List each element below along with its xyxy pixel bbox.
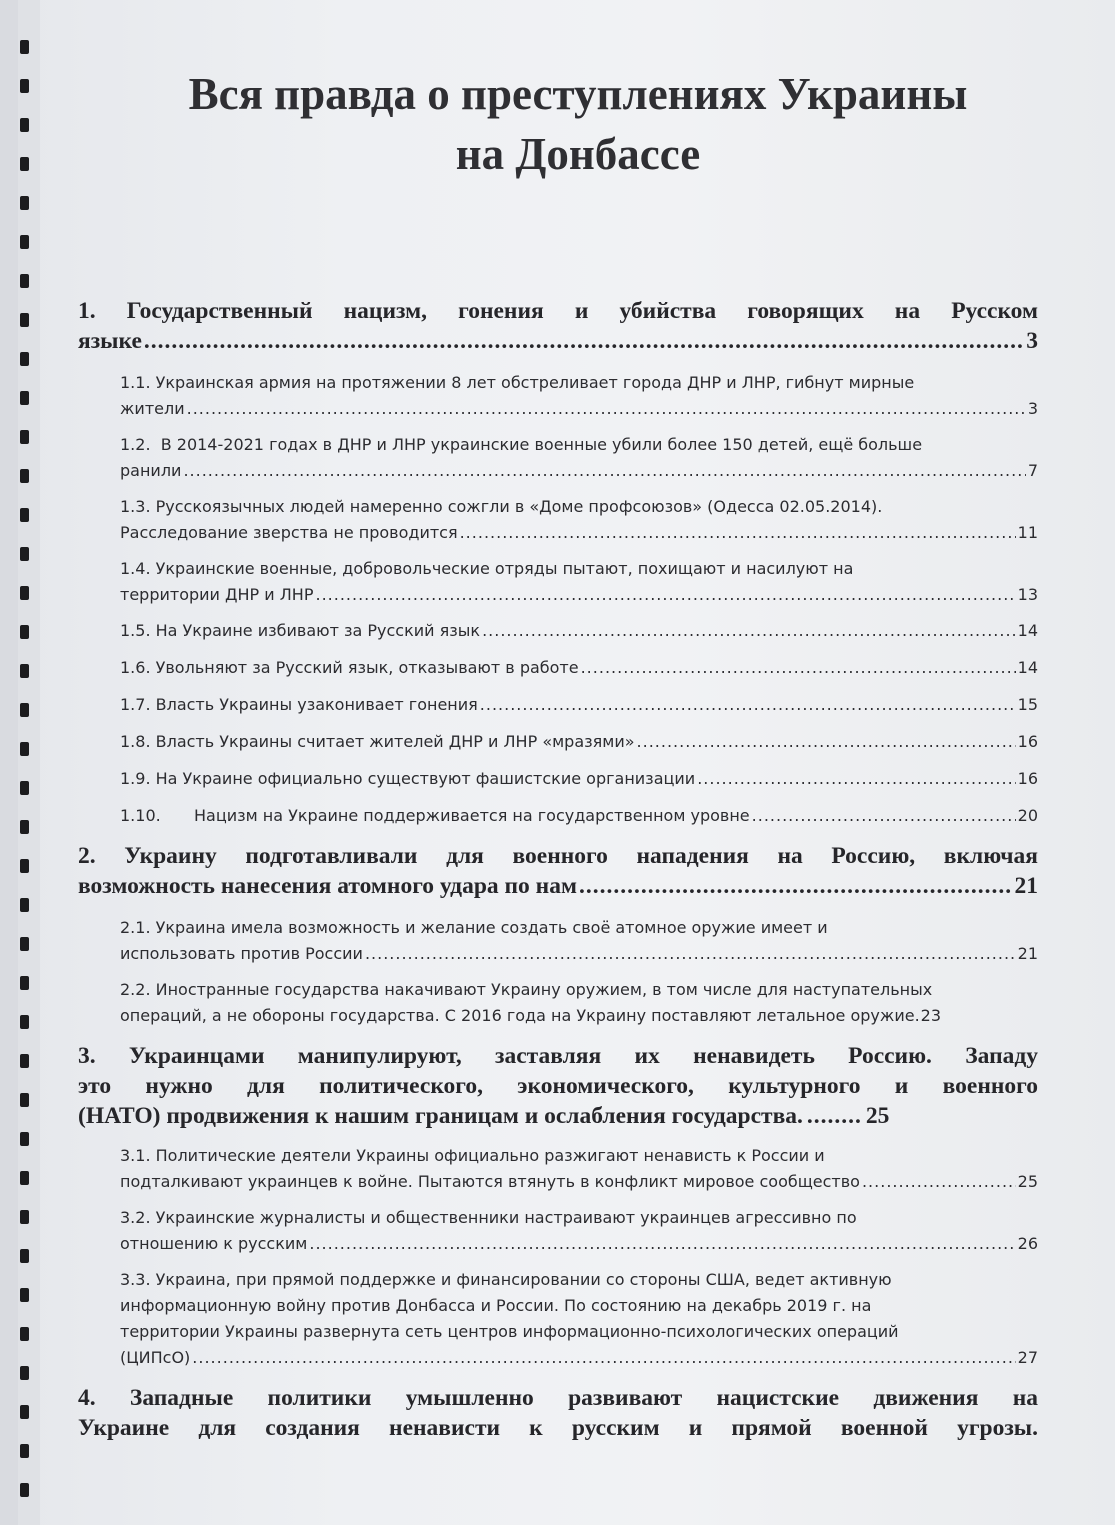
binding-ring	[20, 118, 29, 132]
binding-ring	[20, 508, 29, 522]
item-title: Увольняют за Русский язык, отказывают в работе	[155, 658, 579, 677]
binding-ring	[20, 1171, 29, 1185]
binding-ring	[20, 664, 29, 678]
binding-ring	[20, 859, 29, 873]
dot-leader	[192, 1345, 1015, 1371]
item-page-number: 16	[1017, 769, 1038, 788]
section-number: 2.	[78, 843, 96, 869]
item-title-line-1: В 2014-2021 годах в ДНР и ЛНР украинские военные убили более 150 детей, ещё больше	[160, 435, 923, 454]
toc-section-4[interactable]	[78, 1383, 1038, 1443]
binding-ring	[20, 430, 29, 444]
binding-ring	[20, 1132, 29, 1146]
binding-ring	[20, 79, 29, 93]
item-number: 2.2.	[120, 980, 151, 999]
binding-ring	[20, 781, 29, 795]
item-number: 1.8.	[120, 732, 151, 751]
item-number: 1.3.	[120, 497, 151, 516]
item-title-line-1: Украинские журналисты и общественники настраивают украинцев агрессивно по	[155, 1208, 857, 1227]
dot-leader	[637, 729, 1016, 755]
toc-item-2-2[interactable]: 2.2. Иностранные государства накачивают Украину оружием, в том числе для наступательных операций, а не обороны государства. С 2016 года на Украину поставляют летальное оружие . 23	[78, 977, 1038, 1029]
binding-ring	[20, 469, 29, 483]
item-number: 3.1.	[120, 1146, 151, 1165]
toc-item-1-8[interactable]	[78, 729, 1038, 755]
dot-leader	[482, 618, 1016, 644]
item-number: 3.2.	[120, 1208, 151, 1227]
item-number: 1.7.	[120, 695, 151, 714]
binding-ring	[20, 1405, 29, 1419]
binding-ring	[20, 1327, 29, 1341]
toc-item-1-7[interactable]	[78, 692, 1038, 718]
dot-leader	[365, 941, 1016, 967]
item-page-number: 7	[1027, 461, 1038, 480]
binding-ring	[20, 1054, 29, 1068]
binding-ring	[20, 235, 29, 249]
binding-ring	[20, 391, 29, 405]
binding-ring	[20, 1015, 29, 1029]
binding-ring	[20, 625, 29, 639]
binding-ring	[20, 1366, 29, 1380]
binding-ring	[20, 1444, 29, 1458]
toc-item-3-1[interactable]	[78, 1143, 1038, 1195]
binding-ring	[20, 820, 29, 834]
dot-leader	[862, 1169, 1016, 1195]
item-number: 1.6.	[120, 658, 151, 677]
toc-item-2-1[interactable]	[78, 915, 1038, 967]
item-page-number: 14	[1017, 658, 1038, 677]
toc-section-1[interactable]	[78, 296, 1038, 356]
item-title-line-4: (ЦИПсО)	[120, 1348, 191, 1367]
dot-leader	[315, 582, 1015, 608]
toc-item-1-5[interactable]	[78, 618, 1038, 644]
item-title-line-1: Украинские военные, добровольческие отряды пытают, похищают и насилуют на	[155, 559, 854, 578]
binding-ring	[20, 313, 29, 327]
item-page-number: 14	[1017, 621, 1038, 640]
binding-ring	[20, 157, 29, 171]
item-title-line-1: Украина, при прямой поддержке и финансировании со стороны США, ведет активную	[155, 1270, 892, 1289]
section-title-line-1: Украинцами манипулируют, заставляя их ненавидеть Россию. Западу	[128, 1043, 1038, 1069]
section-page-number: 21	[1014, 873, 1038, 899]
item-title-line-1: Политические деятели Украины официально разжигают ненависть к России и	[155, 1146, 825, 1165]
section-title-line-1: Государственный нацизм, гонения и убийства говорящих на Русском	[126, 298, 1038, 324]
binding-ring	[20, 352, 29, 366]
item-page-number: 21	[1017, 944, 1038, 963]
binding-ring	[20, 898, 29, 912]
item-page-number: 25	[1017, 1172, 1038, 1191]
dot-leader	[752, 803, 1016, 829]
dot-leader	[144, 326, 1024, 356]
item-title-line-2: ранили	[120, 461, 182, 480]
item-title: Власть Украины считает жителей ДНР и ЛНР «мразями»	[155, 732, 635, 751]
dot-leader	[183, 458, 1025, 484]
document-title	[78, 64, 1078, 184]
item-page-number: 11	[1017, 523, 1038, 542]
toc-item-3-3[interactable]	[78, 1267, 1038, 1371]
item-title: Нацизм на Украине поддерживается на государственном уровне	[194, 806, 750, 825]
table-of-contents	[78, 296, 1038, 1443]
binding-ring	[20, 976, 29, 990]
item-number: 2.1.	[120, 918, 151, 937]
binding-ring	[20, 586, 29, 600]
toc-section-2[interactable]	[78, 841, 1038, 901]
item-number: 1.1.	[120, 373, 151, 392]
item-title-line-3: территории Украины развернута сеть центров информационно-психологических операций	[120, 1322, 899, 1341]
item-page-number: 3	[1027, 399, 1038, 418]
dot-leader	[309, 1231, 1015, 1257]
item-page-number: 13	[1017, 585, 1038, 604]
item-title: На Украине официально существуют фашистские организации	[155, 769, 696, 788]
item-page-number: 27	[1017, 1348, 1038, 1367]
dot-leader	[579, 871, 1013, 901]
binding-ring	[20, 1210, 29, 1224]
section-title-line-1: Западные политики умышленно развивают нацистские движения на	[129, 1385, 1038, 1411]
toc-item-1-9[interactable]	[78, 766, 1038, 792]
item-number: 1.10.	[120, 806, 161, 825]
toc-item-1-1[interactable]	[78, 370, 1038, 422]
dot-leader	[697, 766, 1015, 792]
item-number: 1.2.	[120, 435, 151, 454]
section-page-number: 3	[1026, 328, 1038, 354]
binding-ring	[20, 196, 29, 210]
binding-ring	[20, 274, 29, 288]
binding-ring	[20, 703, 29, 717]
section-number: 3.	[78, 1043, 96, 1069]
binding-ring	[20, 1288, 29, 1302]
binding-ring	[20, 1483, 29, 1497]
item-title-line-2: территории ДНР и ЛНР	[120, 585, 314, 604]
item-number: 1.4.	[120, 559, 151, 578]
binding-ring	[20, 937, 29, 951]
item-number: 3.3.	[120, 1270, 151, 1289]
section-title-line-3: (НАТО) продвижения к нашим границам и ослабления государства.	[78, 1103, 803, 1129]
item-title-line-1: Русскоязычных людей намеренно сожгли в «Доме профсоюзов» (Одесса 02.05.2014).	[155, 497, 883, 516]
item-page-number: 20	[1017, 806, 1038, 825]
item-title-line-2: отношению к русским	[120, 1234, 308, 1253]
section-page-number: 25	[865, 1103, 890, 1129]
binding-ring	[20, 40, 29, 54]
dot-leader	[187, 396, 1026, 422]
item-title-line-2: информационную войну против Донбасса и России. По состоянию на декабрь 2019 г. на	[120, 1296, 872, 1315]
binding-ring	[20, 742, 29, 756]
dot-leader	[480, 692, 1016, 718]
title-line-2: на Донбассе	[455, 129, 701, 179]
section-number: 4.	[78, 1385, 96, 1411]
item-title-line-1: Иностранные государства накачивают Украину оружием, в том числе для наступательных	[155, 980, 933, 999]
binding-ring	[20, 547, 29, 561]
dot-leader	[460, 520, 1016, 546]
item-number: 1.9.	[120, 769, 151, 788]
section-title-line-2: Украине для создания ненависти к русским и прямой военной угрозы.	[78, 1415, 1038, 1441]
item-page-number: 16	[1017, 732, 1038, 751]
toc-item-1-10[interactable]	[78, 803, 1038, 829]
toc-item-1-6[interactable]	[78, 655, 1038, 681]
item-title-line-2: использовать против России	[120, 944, 363, 963]
binding-ring	[20, 1249, 29, 1263]
toc-item-3-2[interactable]	[78, 1205, 1038, 1257]
item-number: 1.5.	[120, 621, 151, 640]
toc-item-1-3[interactable]	[78, 494, 1038, 546]
binding-ring	[20, 1093, 29, 1107]
section-title-line-1: Украину подготавливали для военного нападения на Россию, включая	[124, 843, 1038, 869]
dot-leader	[581, 655, 1016, 681]
document-page	[18, 0, 1115, 1525]
item-title-line-1: Украина имела возможность и желание создать своё атомное оружие имеет и	[155, 918, 828, 937]
item-title-line-2: Расследование зверства не проводится	[120, 523, 458, 542]
item-title: На Украине избивают за Русский язык	[155, 621, 481, 640]
item-title-line-2: жители	[120, 399, 185, 418]
item-page-number: 15	[1017, 695, 1038, 714]
item-page-number: 26	[1017, 1234, 1038, 1253]
section-title-line-2: возможность нанесения атомного удара по нам	[78, 873, 577, 899]
title-line-1: Вся правда о преступлениях Украины	[188, 69, 968, 119]
toc-item-1-2[interactable]	[78, 432, 1038, 484]
item-title-line-1: Украинская армия на протяжении 8 лет обстреливает города ДНР и ЛНР, гибнут мирные	[155, 373, 915, 392]
section-number: 1.	[78, 298, 96, 324]
item-page-number: 23	[920, 1006, 942, 1025]
item-title-line-2: операций, а не обороны государства. С 2016 года на Украину поставляют летальное оружие	[120, 1006, 915, 1025]
item-title-line-2: подталкивают украинцев к войне. Пытаются втянуть в конфликт мировое сообщество	[120, 1172, 860, 1191]
toc-item-1-4[interactable]	[78, 556, 1038, 608]
item-title: Власть Украины узаконивает гонения	[155, 695, 478, 714]
section-title-line-2: это нужно для политического, экономического, культурного и военного	[78, 1073, 1038, 1099]
section-title-line-2: языке	[78, 328, 142, 354]
toc-section-3[interactable]: 3. Украинцами манипулируют, заставляя их ненавидеть Россию. Западу это нужно для политического, экономического, культурного и военного (НАТО) продвижения к нашим границам и ослабления государства. ........ 25	[78, 1043, 1038, 1129]
